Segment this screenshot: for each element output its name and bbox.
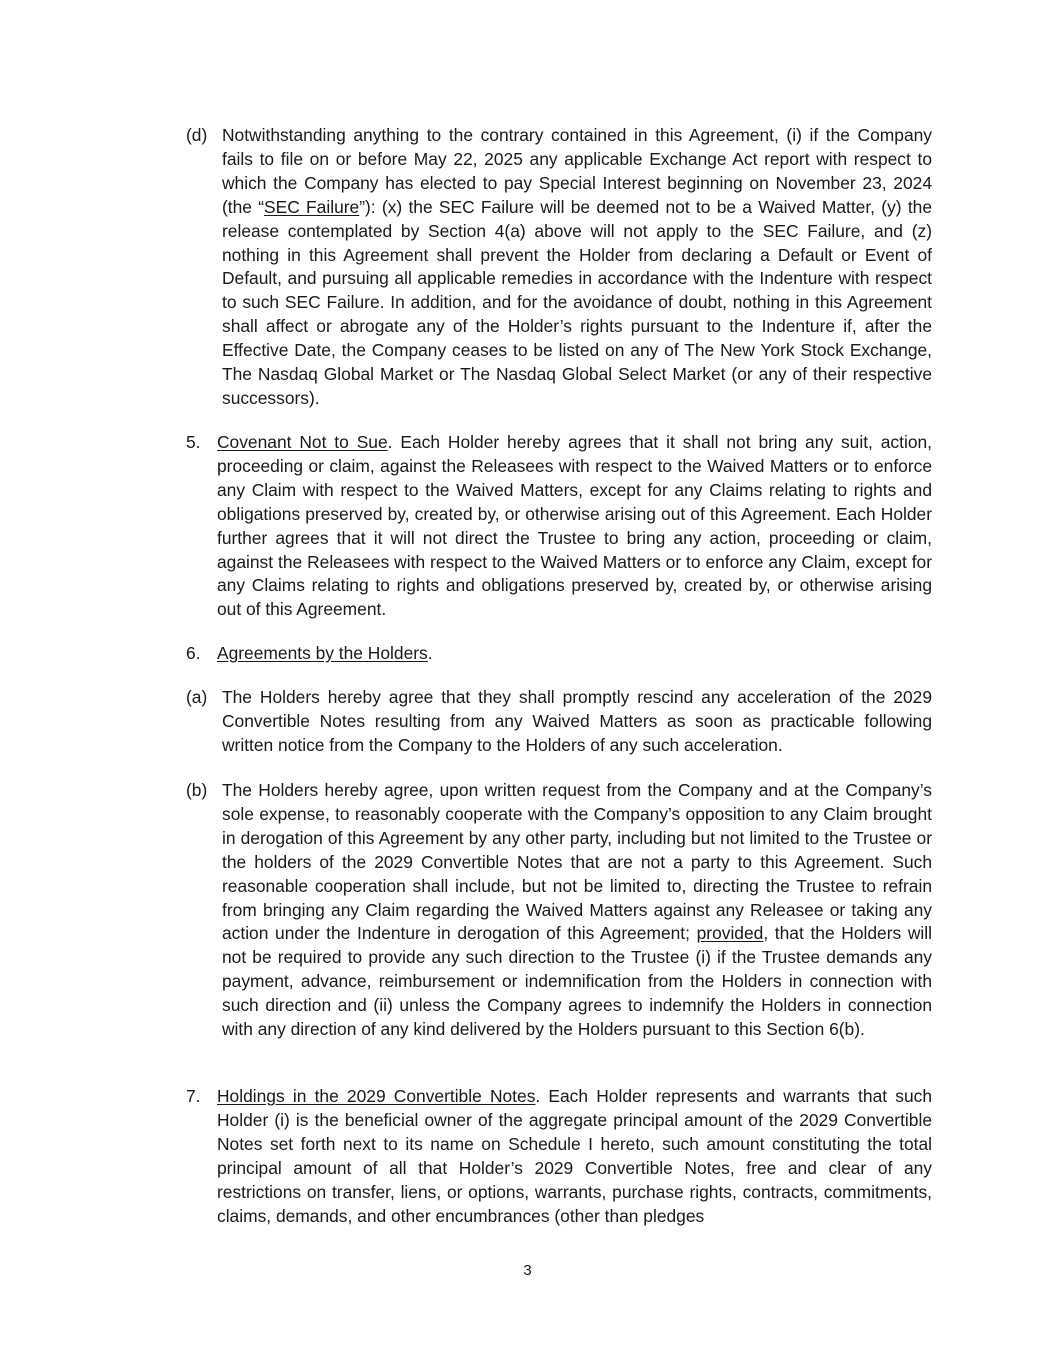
paragraph-text: Notwithstanding anything to the contrary contained in this Agreement, (i) if the Company fails to file on or before May 22, 2025 any applicable Exchange Act report with respect to which the Company has elected to pay Special Interest beginning on November 23, 2024 (the “ [222, 125, 932, 217]
section-body [217, 431, 932, 622]
paragraph-4d [186, 124, 932, 411]
paragraph-marker: (b) [186, 780, 208, 800]
section-text: . Each Holder hereby agrees that it shall not bring any suit, action, proceeding or claim, against the Releasees with respect to the Waived Matters or to enforce any Claim with respect to the Waived Matters, except for any Claims relating to rights and obligations preserved by, created by, or otherwise arising out of this Agreement. Each Holder further agrees that it will not direct the Trustee to bring any action, proceeding or claim, against the Releasees with respect to the Waived Matters or to enforce any Claim, except for any Claims relating to rights and obligations preserved by, created by, or otherwise arising out of this Agreement. [217, 432, 932, 620]
paragraph-marker: (d) [186, 125, 208, 145]
paragraph-body [222, 686, 932, 758]
paragraph-text: , that the Holders will not be required to provide any such direction to the Trustee (i) if the Trustee demands any payment, advance, reimbursement or indemnification from the Holders in connection with such direction and (ii) unless the Company agrees to indemnify the Holders in connection with any direction of any kind delivered by the Holders pursuant to this Section 6(b). [222, 923, 933, 1040]
defined-term: provided [696, 923, 764, 944]
paragraph-6a [186, 686, 932, 758]
page-number: 3 [523, 1262, 532, 1279]
paragraph-marker: (a) [186, 687, 208, 707]
paragraph-6b [186, 779, 932, 1042]
paragraph-body [222, 779, 932, 1042]
defined-term: SEC Failure [264, 196, 360, 217]
section-body [217, 1085, 932, 1228]
section-heading: Holdings in the 2029 Convertible Notes [217, 1086, 536, 1106]
paragraph-text: The Holders hereby agree that they shall promptly rescind any acceleration of the 2029 Convertible Notes resulting from any Waived Matters as soon as practicable following written notice from the Company to the Holders of any such acceleration. [222, 687, 932, 755]
section-text: . [427, 643, 433, 663]
section-5 [186, 431, 932, 622]
section-number: 7. [186, 1086, 201, 1106]
section-6 [186, 642, 932, 666]
section-body [217, 642, 932, 666]
section-heading: Covenant Not to Sue [217, 432, 388, 452]
paragraph-text: The Holders hereby agree, upon written request from the Company and at the Company’s sole expense, to reasonably cooperate with the Company’s opposition to any Claim brought in derogation of this Agreement by any other party, including but not limited to the Trustee or the holders of the 2029 Convertible Notes that are not a party to this Agreement. Such reasonable cooperation shall include, but not be limited to, directing the Trustee to refrain from bringing any Claim regarding the Waived Matters against any Releasee or taking any action under the Indenture in derogation of this Agreement; [222, 780, 932, 944]
section-number: 5. [186, 432, 201, 452]
paragraph-body [222, 124, 932, 411]
section-number: 6. [186, 643, 201, 663]
paragraph-text: ”): (x) the SEC Failure will be deemed not to be a Waived Matter, (y) the release contemplated by Section 4(a) above will not apply to the SEC Failure, and (z) nothing in this Agreement shall prevent the Holder from declaring a Default or Event of Default, and pursuing all applicable remedies in accordance with the Indenture with respect to such SEC Failure. In addition, and for the avoidance of doubt, nothing in this Agreement shall affect or abrogate any of the Holder’s rights pursuant to the Indenture if, after the Effective Date, the Company ceases to be listed on any of The New York Stock Exchange, The Nasdaq Global Market or The Nasdaq Global Select Market (or any of their respective successors). [222, 196, 932, 408]
section-7 [186, 1085, 932, 1228]
section-text: . Each Holder represents and warrants that such Holder (i) is the beneficial owner of the aggregate principal amount of the 2029 Convertible Notes set forth next to its name on Schedule I hereto, such amount constituting the total principal amount of all that Holder’s 2029 Convertible Notes, free and clear of any restrictions on transfer, liens, or options, warrants, purchase rights, contracts, commitments, claims, demands, and other encumbrances (other than pledges [217, 1086, 932, 1226]
section-heading: Agreements by the Holders [217, 643, 428, 663]
